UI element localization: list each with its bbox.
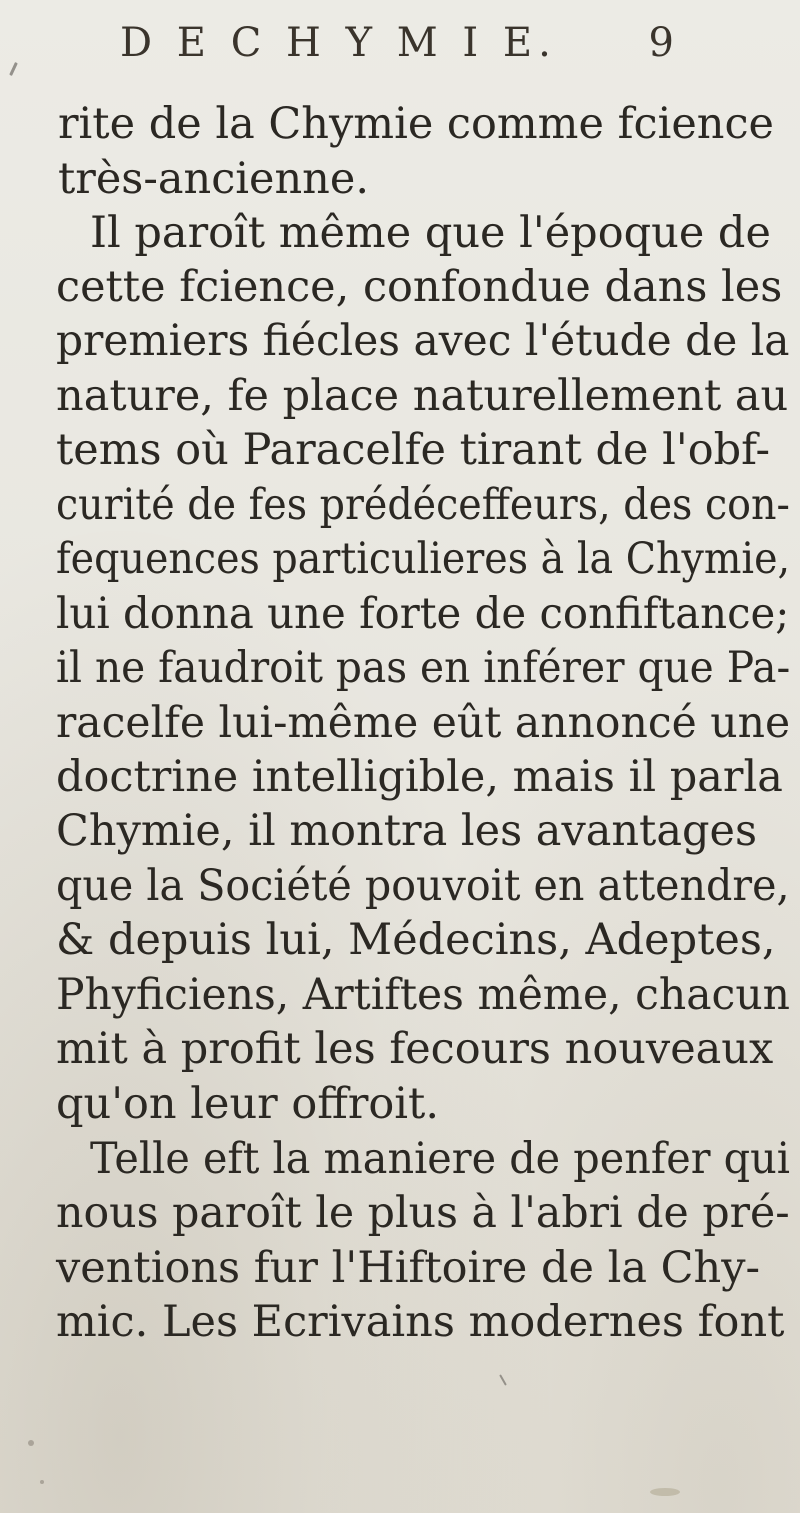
running-head-title: D E C H Y M I E. [120,20,557,66]
paper-mark [499,1374,507,1385]
text-line-11: il ne faudroit pas en inférer que Pa- [56,643,791,693]
text-line-10: lui donna une forte de confiftance; [56,589,790,639]
text-line-18: mit à profit les fecours nouveaux [56,1024,774,1074]
text-line-2: très-ancienne. [58,154,369,204]
text-line-12: racelfe lui-même eût annoncé une [56,698,791,748]
text-line-4: cette fcience, confondue dans les [56,262,783,312]
text-line-17: Phyficiens, Artiftes même, chacun [56,970,791,1020]
text-line-19: qu'on leur offroit. [56,1079,439,1129]
text-line-9: fequences particulieres à la Chymie, [56,534,791,584]
page-number: 9 [648,20,680,66]
paper-mark [9,62,18,76]
text-line-1: rite de la Chymie comme fcience [58,99,774,149]
running-head [120,20,680,66]
text-line-14: Chymie, il montra les avantages [56,806,758,856]
text-line-6: nature, fe place naturellement au [56,371,789,421]
paper-mark [28,1440,34,1446]
text-line-13: doctrine intelligible, mais il parla [56,752,783,802]
text-line-3: Il paroît même que l'époque de [90,208,771,258]
text-line-5: premiers fiécles avec l'étude de la [56,316,790,366]
text-line-23: mic. Les Ecrivains modernes font [56,1297,785,1347]
text-line-22: ventions fur l'Hiftoire de la Chy- [56,1243,761,1293]
text-line-7: tems où Paracelfe tirant de l'obf- [56,425,771,475]
text-line-20: Telle eft la maniere de penfer qui [90,1134,790,1184]
paper-mark [650,1488,680,1496]
text-line-15: que la Société pouvoit en attendre, [56,861,790,911]
text-line-8: curité de fes prédéceffeurs, des con- [56,480,790,530]
paper-mark [40,1480,44,1484]
text-line-16: & depuis lui, Médecins, Adeptes, [56,915,776,965]
text-line-21: nous paroît le plus à l'abri de pré- [56,1188,790,1238]
